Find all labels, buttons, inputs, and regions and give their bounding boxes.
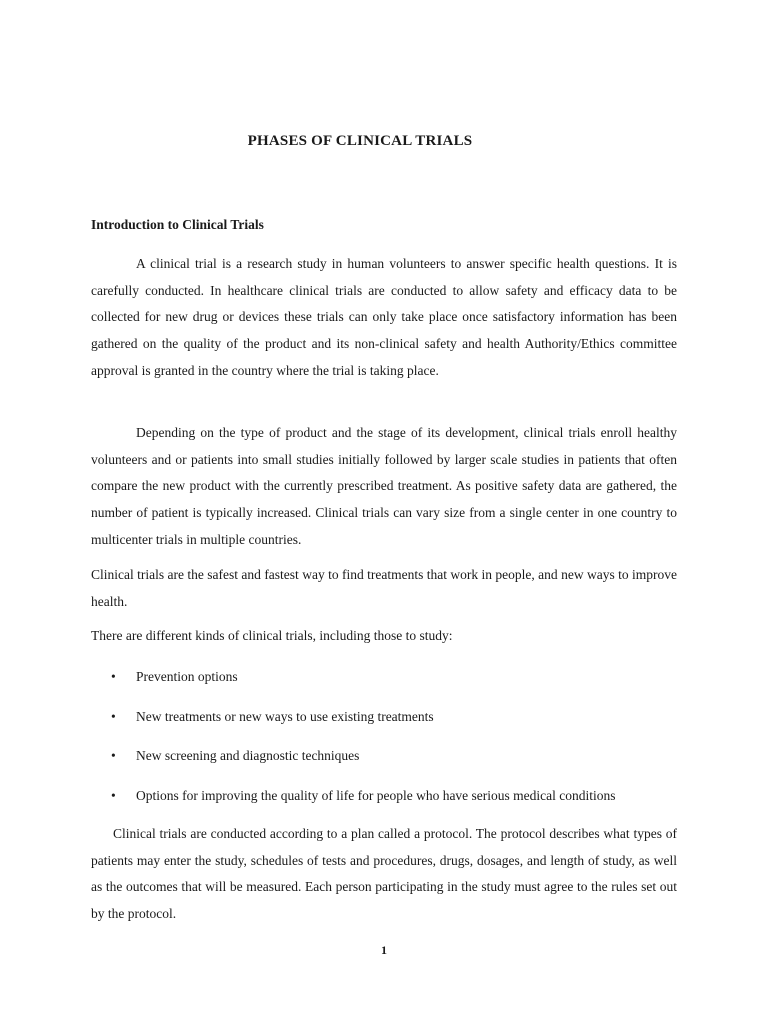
bullet-icon: • xyxy=(111,748,116,764)
paragraph-kinds: There are different kinds of clinical trials, including those to study: xyxy=(91,628,453,643)
list-item-text: New screening and diagnostic techniques xyxy=(136,748,360,764)
paragraph-safest: Clinical trials are the safest and fastest way to find treatments that work in people, and new ways to improve health. xyxy=(91,567,677,609)
list-item-text: Options for improving the quality of life for people who have serious medical conditions xyxy=(136,788,616,804)
bullet-icon: • xyxy=(111,669,116,684)
list-item-text: Prevention options xyxy=(136,669,238,684)
page-number: 1 xyxy=(381,943,387,957)
document-title: PHASES OF CLINICAL TRIALS xyxy=(247,133,473,149)
bullet-icon: • xyxy=(111,708,116,724)
section-heading: Introduction to Clinical Trials xyxy=(91,217,264,232)
paragraph-intro: A clinical trial is a research study in human volunteers to answer specific health questions. It is carefully conducted. In healthcare clinical trials are conducted to allow safety and efficacy data to be collected for new drug or devices these trials can only take place once satisfactory information has been gathered on the quality of the product and its non-clinical safety and health Authority/Ethics committee approval is granted in the country where the trial is taking place. xyxy=(91,256,677,378)
paragraph-protocol: Clinical trials are conducted according to a plan called a protocol. The protocol describes what types of patients may enter the study, schedules of tests and procedures, drugs, dosages, and length of study, as well as the outcomes that will be measured. Each person participating in the study must agree to the rules set out by the protocol. xyxy=(91,826,677,922)
list-item xyxy=(91,704,691,744)
list-item-text: New treatments or new ways to use existing treatments xyxy=(136,708,434,724)
list-item xyxy=(91,783,691,823)
paragraph-development: Depending on the type of product and the stage of its development, clinical trials enroll healthy volunteers and or patients into small studies initially followed by larger scale studies in patients that often compare the new product with the currently prescribed treatment. As positive safety data are gathered, the number of patient is typically increased. Clinical trials can vary size from a single center in one country to multicenter trials in multiple countries. xyxy=(91,425,677,547)
bullet-icon: • xyxy=(111,788,116,804)
list-item xyxy=(91,743,691,783)
list-item xyxy=(91,664,691,704)
bullet-list xyxy=(91,664,691,823)
